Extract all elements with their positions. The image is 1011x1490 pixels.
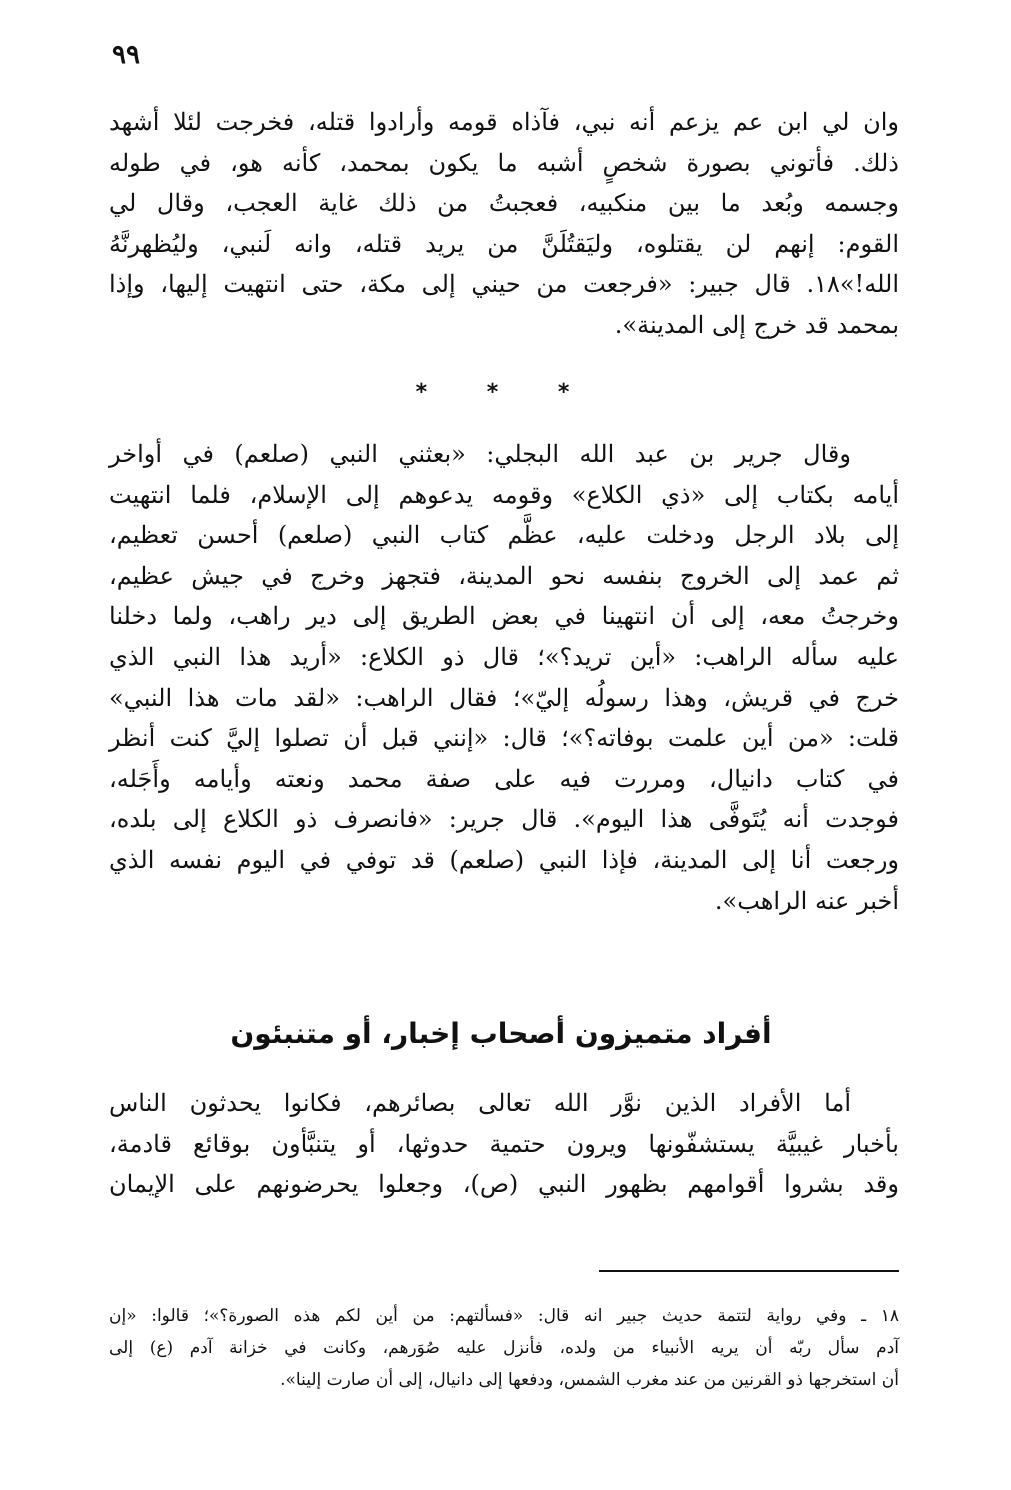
text-line: بأخبار غيبيَّة يستشفّونها ويرون حتمية حدوثها، أو يتنبَّأون بوقائع قادمة، xyxy=(109,1129,899,1158)
footnote-18 xyxy=(109,1300,899,1396)
paragraph-distinguished-individuals xyxy=(109,1083,899,1205)
text-line: ذلك. فأتوني بصورة شخصٍ أشبه ما يكون بمحمد، كأنه هو، في طوله xyxy=(109,148,899,177)
footnote-line: آدم سأل ربّه أن يريه الأنبياء من ولده، فأنزل عليه صُوَرهم، وكانت في خزانة آدم (ع) إلى xyxy=(109,1338,899,1358)
text-line: عليه سأله الراهب: «أين تريد؟»؛ قال ذو الكلاع: «أريد هذا النبي الذي xyxy=(109,642,900,671)
page-number: ٩٩ xyxy=(112,40,140,70)
text-line: الله!»١٨. قال جبير: «فرجعت من حيني إلى مكة، حتى انتهيت إليها، وإذا xyxy=(109,270,899,299)
text-line: وخرجتُ معه، إلى أن انتهينا في بعض الطريق إلى دير راهب، ولما دخلنا xyxy=(109,602,899,631)
text-line: وجسمه وبُعد ما بين منكبيه، فعجبتُ من ذلك غاية العجب، وقال لي xyxy=(109,189,899,218)
footnote-line: ١٨ ـ وفي رواية لتتمة حديث جبير انه قال: «فسألتهم: من أين لكم هذه الصورة؟»؛ قالوا: «إن xyxy=(109,1306,899,1326)
text-line: وقد بشروا أقوامهم بظهور النبي (ص)، وجعلوا يحرضونهم على الإيمان xyxy=(109,1170,899,1199)
text-line: أما الأفراد الذين نوَّر الله تعالى بصائرهم، فكانوا يحدثون الناس xyxy=(109,1089,851,1117)
text-line: ثم عمد إلى الخروج بنفسه نحو المدينة، فتجهز وخرج في جيش عظيم، xyxy=(109,561,899,590)
text-line: قلت: «من أين علمت بوفاته؟»؛ قال: «إنني قبل أن تصلوا إليَّ كنت أنظر xyxy=(109,724,899,753)
text-line: بمحمد قد خرج إلى المدينة». xyxy=(614,310,899,339)
text-line: إلى بلاد الرجل ودخلت عليه، عظَّم كتاب النبي (صلعم) أحسن تعظيم، xyxy=(109,521,899,550)
paragraph-jubayr-story xyxy=(109,102,899,346)
paragraph-jarir-story xyxy=(109,434,899,921)
text-line: في كتاب دانيال، ومررت فيه على صفة محمد ونعته وأيامه وأَجَله، xyxy=(109,764,899,793)
section-separator: * * * xyxy=(415,380,596,405)
text-line: أخبر عنه الراهب». xyxy=(714,886,899,915)
section-heading: أفراد متميزون أصحاب إخبار، أو متنبئون xyxy=(230,1017,772,1050)
text-line: فوجدت أنه يُتَوفَّى هذا اليوم». قال جرير: «فانصرف ذو الكلاع إلى بلده، xyxy=(109,805,899,834)
text-line: أيامه بكتاب إلى «ذي الكلاع» وقومه يدعوهم إلى الإسلام، فلما انتهيت xyxy=(109,480,900,509)
text-line: وان لي ابن عم يزعم أنه نبي، فآذاه قومه وأرادوا قتله، فخرجت لئلا أشهد xyxy=(109,108,899,136)
text-line: القوم: إنهم لن يقتلوه، وليَقتُلَنَّ من يريد قتله، وانه لَنبي، وليُظهرنَّهُ xyxy=(109,229,899,258)
footnote-divider xyxy=(599,1270,899,1272)
text-line: ورجعت أنا إلى المدينة، فإذا النبي (صلعم) قد توفي في اليوم نفسه الذي xyxy=(109,845,899,874)
footnote-line: أن استخرجها ذو القرنين من عند مغرب الشمس، ودفعها إلى دانيال، إلى أن صارت إلينا». xyxy=(280,1370,899,1390)
text-line: خرج في قريش، وهذا رسولُه إليّ»؛ فقال الراهب: «لقد مات هذا النبي» xyxy=(109,683,899,712)
text-line: وقال جرير بن عبد الله البجلي: «بعثني النبي (صلعم) في أواخر xyxy=(109,440,851,468)
